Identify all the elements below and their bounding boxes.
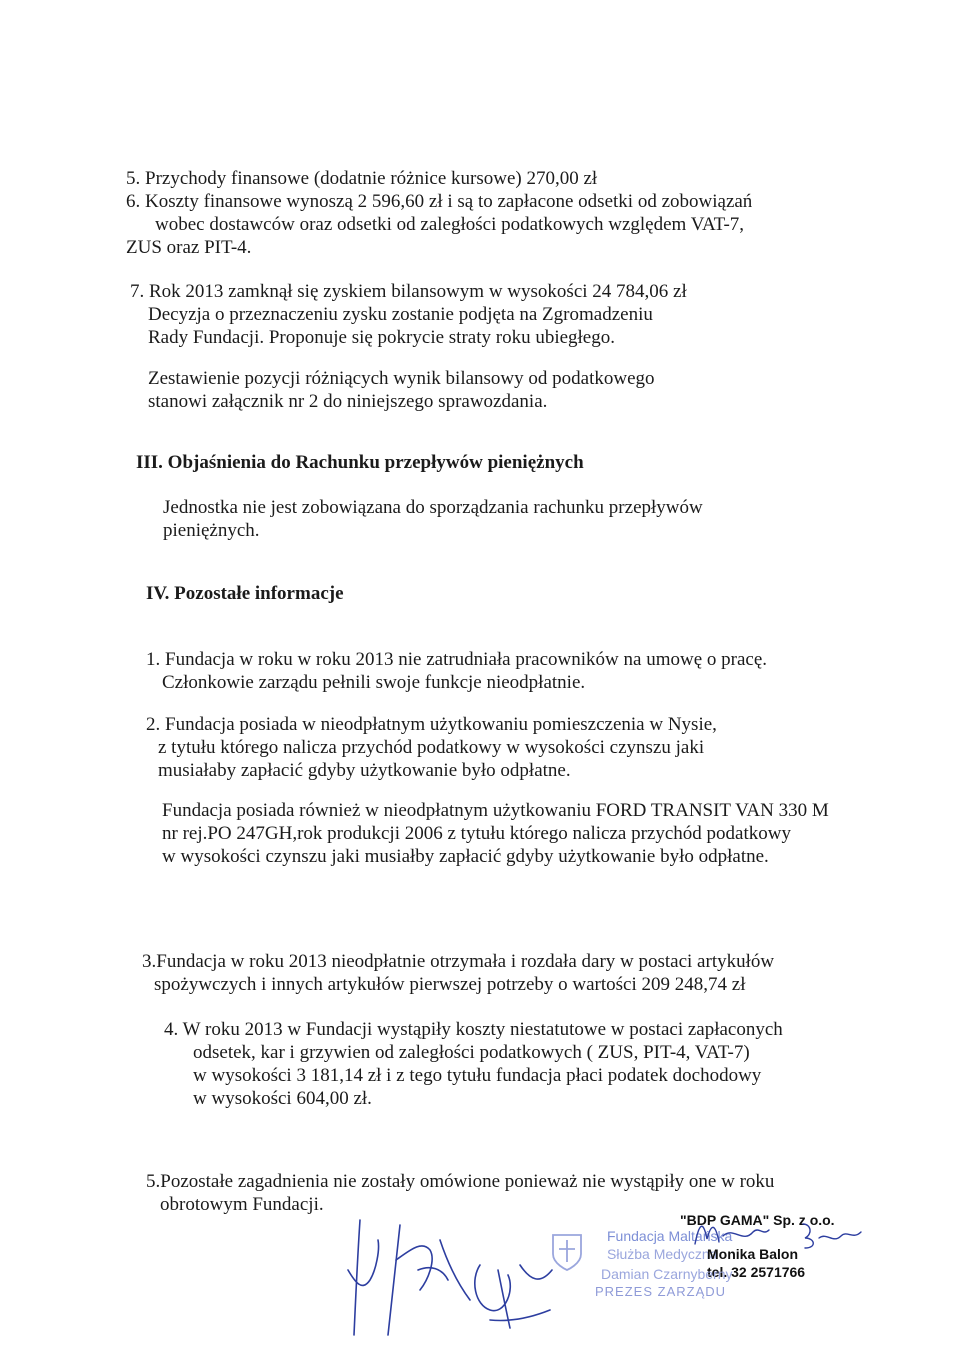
item-7-line-2: Decyzja o przeznaczeniu zysku zostanie podjęta na Zgromadzeniu <box>148 304 653 325</box>
point-2b-line-1: Fundacja posiada również w nieodpłatnym użytkowaniu FORD TRANSIT VAN 330 M <box>162 800 829 821</box>
stamp-blue-line-2: Służba Medyczna <box>607 1246 718 1262</box>
item-6-line-1: 6. Koszty finansowe wynoszą 2 596,60 zł i są to zapłacone odsetki od zobowiązań <box>126 191 753 212</box>
item-6-line-3: ZUS oraz PIT-4. <box>126 237 252 258</box>
company-stamp <box>595 1212 855 1307</box>
stamp-name: Monika Balon <box>707 1246 799 1262</box>
stamp-blue-line-1: Fundacja Maltańska <box>607 1228 733 1244</box>
point-2-line-1: 2. Fundacja posiada w nieodpłatnym użytkowaniu pomieszczenia w Nysie, <box>146 714 717 735</box>
point-4-line-4: w wysokości 604,00 zł. <box>193 1088 372 1109</box>
section-3-line-1: Jednostka nie jest zobowiązana do sporządzania rachunku przepływów <box>163 497 703 518</box>
point-4-line-3: w wysokości 3 181,14 zł i z tego tytułu fundacja płaci podatek dochodowy <box>193 1065 762 1086</box>
point-3-line-2: spożywczych i innych artykułów pierwszej potrzeby o wartości 209 248,74 zł <box>154 974 746 995</box>
section-3-heading: III. Objaśnienia do Rachunku przepływów pieniężnych <box>136 452 584 473</box>
point-2-line-3: musiałaby zapłacić gdyby użytkowanie było odpłatne. <box>158 760 571 781</box>
stamp-company: "BDP GAMA" Sp. z o.o. <box>680 1212 835 1228</box>
point-2-line-2: z tytułu którego nalicza przychód podatkowy w wysokości czynszu jaki <box>158 737 705 758</box>
item-7-line-3: Rady Fundacji. Proponuje się pokrycie straty roku ubiegłego. <box>148 327 615 348</box>
point-2b-line-2: nr rej.PO 247GH,rok produkcji 2006 z tytułu którego nalicza przychód podatkowy <box>162 823 791 844</box>
section-4-heading: IV. Pozostałe informacje <box>146 583 344 604</box>
summary-line-1: Zestawienie pozycji różniących wynik bilansowy od podatkowego <box>148 368 655 389</box>
item-6-line-2: wobec dostawców oraz odsetki od zaległości podatkowych względem VAT-7, <box>155 214 745 235</box>
point-1-line-1: 1. Fundacja w roku w roku 2013 nie zatrudniała pracowników na umowę o pracę. <box>146 649 768 670</box>
section-3-line-2: pieniężnych. <box>163 520 260 541</box>
stamp-blue-line-4: PREZES ZARZĄDU <box>595 1284 727 1299</box>
point-4-line-2: odsetek, kar i grzywien od zaległości podatkowych ( ZUS, PIT-4, VAT-7) <box>193 1042 750 1063</box>
stamp-signature <box>693 1214 863 1254</box>
point-3-line-1: 3.Fundacja w roku 2013 nieodpłatnie otrzymała i rozdała dary w postaci artykułów <box>142 951 775 972</box>
point-2b-line-3: w wysokości czynszu jaki musiałby zapłacić gdyby użytkowanie było odpłatne. <box>162 846 769 867</box>
summary-line-2: stanowi załącznik nr 2 do niniejszego sprawozdania. <box>148 391 548 412</box>
item-7-line-1: 7. Rok 2013 zamknął się zyskiem bilansowym w wysokości 24 784,06 zł <box>130 281 687 302</box>
point-5-line-2: obrotowym Fundacji. <box>160 1194 324 1215</box>
item-5: 5. Przychody finansowe (dodatnie różnice kursowe) 270,00 zł <box>126 168 598 189</box>
stamp-blue-line-3: Damian Czarnyberny <box>601 1266 733 1282</box>
point-4-line-1: 4. W roku 2013 w Fundacji wystąpiły koszty niestatutowe w postaci zapłaconych <box>164 1019 783 1040</box>
stamp-phone: tel. 32 2571766 <box>707 1264 806 1280</box>
point-5-line-1: 5.Pozostałe zagadnienia nie zostały omówione ponieważ nie wystąpiły one w roku <box>146 1171 775 1192</box>
seal-emblem-icon <box>550 1232 584 1272</box>
point-1-line-2: Członkowie zarządu pełnili swoje funkcje nieodpłatnie. <box>162 672 586 693</box>
handwritten-signature <box>330 1210 560 1340</box>
